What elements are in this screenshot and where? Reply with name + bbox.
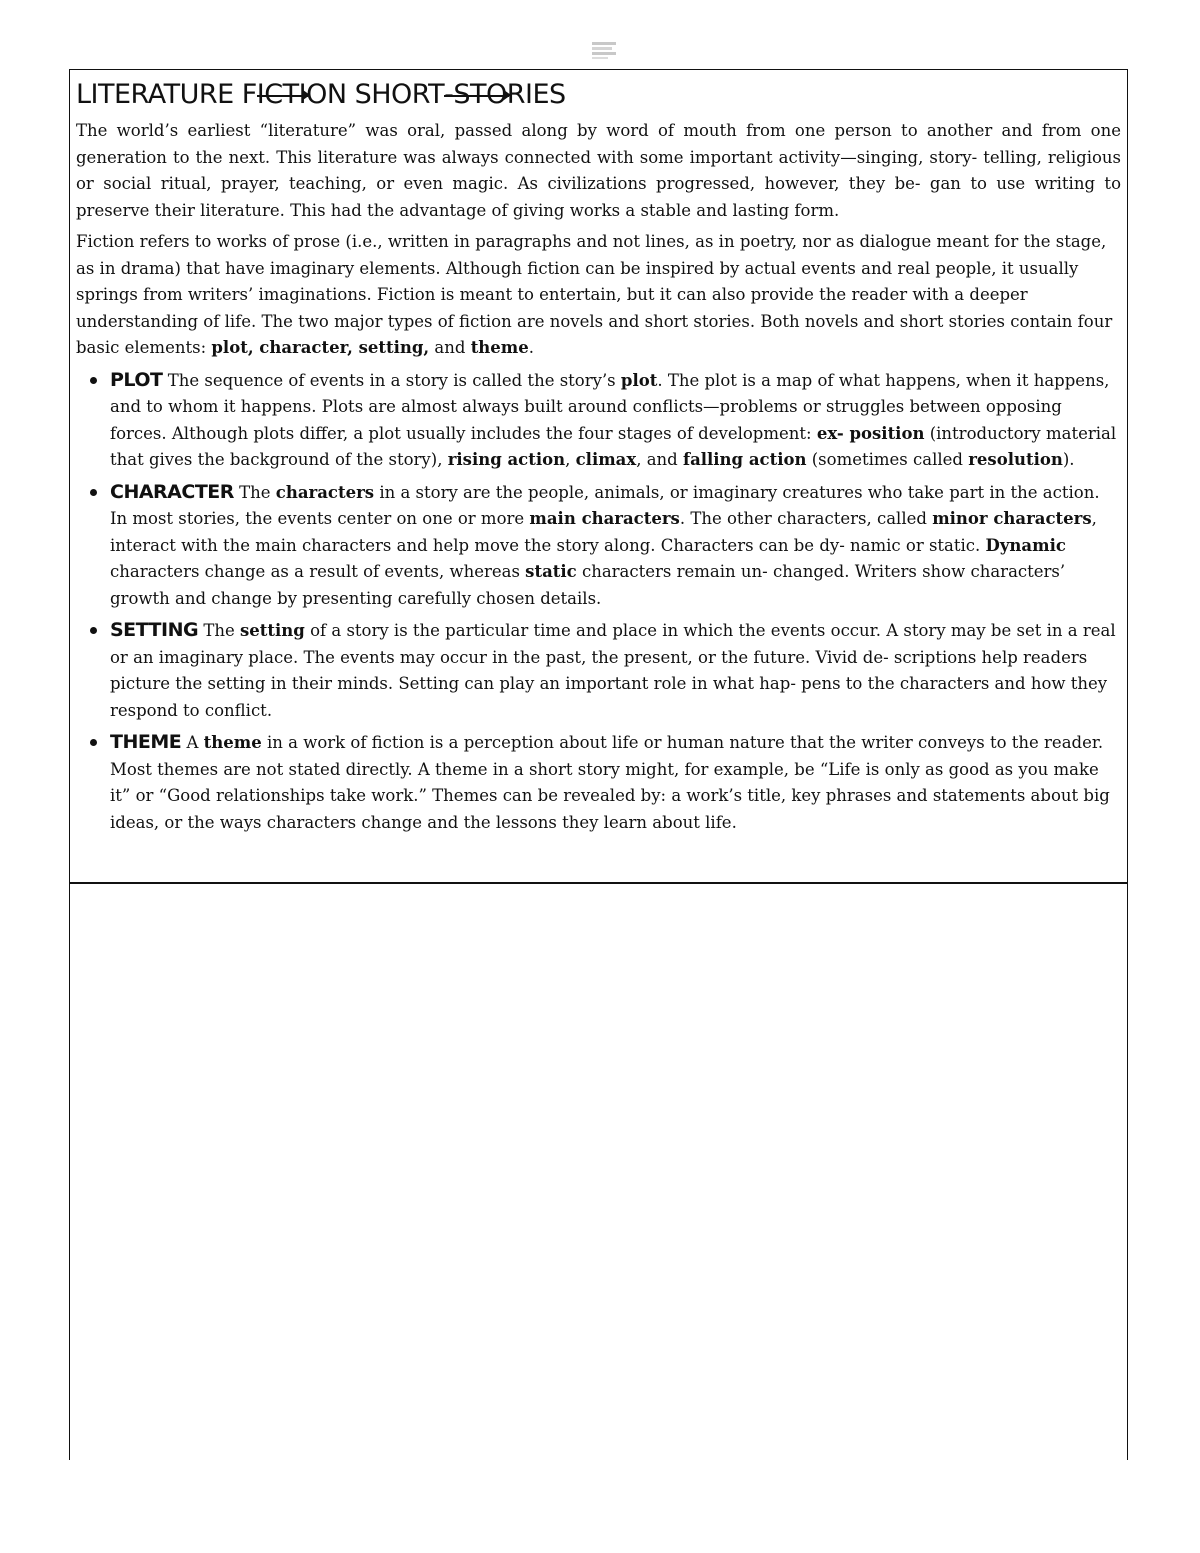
fiction-definition-paragraph: Fiction refers to works of prose (i.e., written in paragraphs and not lines, as in poetry, nor as dialogue meant for the stage, as in drama) that have imaginary elements. Although fiction can be inspired by actual events and real people, it usually springs from writers’ imaginations. Fiction is meant to entertain, but it can also provide the reader with a deeper understanding of life. The two major types of fiction are novels and short stories. Both novels and short stories contain four basic elements: plot, character, setting, and theme. bbox=[76, 232, 1113, 357]
bullet-icon bbox=[90, 377, 97, 384]
page-title: LITERATURE FICTION SHORT-STORIES bbox=[76, 79, 566, 110]
term-theme: THEME bbox=[110, 731, 182, 753]
term-plot: PLOT bbox=[110, 368, 163, 391]
bullet-icon bbox=[90, 489, 97, 496]
list-item-setting: SETTING The setting of a story is the particular time and place in which the events occur. A story may be set in a real or an imaginary place. The events may occur in the past, the present, or the future. Vivid de- scriptions help readers picture the setting in their minds. Setting can play an important role in what hap- pens to the characters and how they respond to conflict. bbox=[86, 617, 1121, 724]
list-item-theme: THEME A theme in a work of fiction is a perception about life or human nature that the writer conveys to the reader. Most themes are not stated directly. A theme in a short story might, for example, be “Life is only as good as you make it” or “Good relationships take work.” Themes can be revealed by: a work’s title, key phrases and statements about big ideas, or the ways characters change and the lessons they learn about life. bbox=[86, 729, 1121, 836]
list-item-character: CHARACTER The characters in a story are the people, animals, or imaginary creatures who take part in the action. In most stories, the events center on one or more main characters. The other characters, called minor characters, interact with the main characters and help move the story along. Characters can be dy- namic or static. Dynamic characters change as a result of events, whereas static characters remain un- changed. Writers show characters’ growth and change by presenting carefully chosen details. bbox=[86, 479, 1121, 613]
document-lines-icon bbox=[590, 40, 618, 60]
bullet-icon bbox=[90, 739, 97, 746]
bullet-icon bbox=[90, 627, 97, 634]
term-setting: SETTING bbox=[110, 619, 199, 641]
term-character: CHARACTER bbox=[110, 480, 234, 503]
story-elements-list bbox=[76, 367, 1121, 837]
list-item-plot: PLOT The sequence of events in a story is called the story’s plot. The plot is a map of what happens, when it happens, and to whom it happens. Plots are almost always built around conflicts—problems or struggles between opposing forces. Although plots differ, a plot usually includes the four stages of development: ex- position (introductory material that gives the background of the story), rising action, climax, and falling action (sometimes called resolution). bbox=[86, 367, 1121, 474]
content-box bbox=[69, 69, 1128, 883]
strikethrough-arrow: ICTI bbox=[256, 79, 307, 110]
strikethrough-arrow: -STO bbox=[444, 79, 507, 110]
intro-paragraph: The world’s earliest “literature” was oral, passed along by word of mouth from one person to another and from one generation to the next. This literature was always connected with some important activity—singing, story- telling, religious or social ritual, prayer, teaching, or even magic. As civilizations progressed, however, they be- gan to use writing to preserve their literature. This had the advantage of giving works a stable and lasting form. bbox=[76, 121, 1121, 220]
empty-notes-box bbox=[69, 883, 1128, 1460]
